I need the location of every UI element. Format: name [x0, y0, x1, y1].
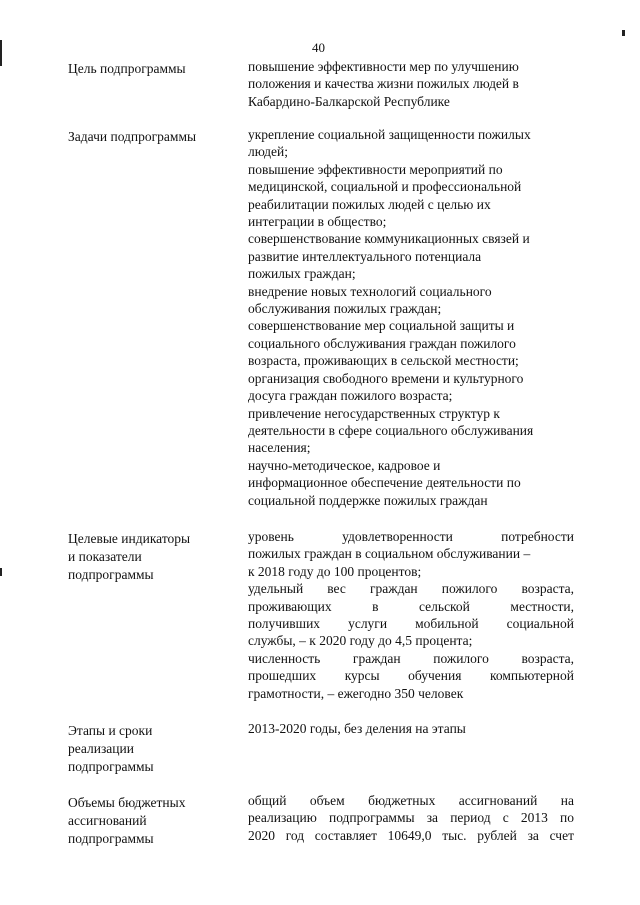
page-number: 40: [312, 40, 325, 55]
value-line: внедрение новых технологий социального: [248, 283, 492, 299]
value-line: обслуживания пожилых граждан;: [248, 301, 442, 317]
value-line: информационное обеспечение деятельности по: [248, 475, 521, 491]
value-line: научно-методическое, кадровое и: [248, 457, 441, 473]
label-line: Объемы бюджетных: [68, 795, 186, 810]
label-line: Целевые индикаторы: [68, 531, 191, 546]
label-line: подпрограммы: [68, 759, 154, 774]
row-value: [248, 792, 574, 844]
row-label: [68, 722, 238, 776]
value-line: населения;: [248, 440, 311, 456]
value-line: численность граждан пожилого возраста,: [248, 650, 574, 666]
value-line: 2013-2020 годы, без деления на этапы: [248, 721, 466, 736]
value-line: общий объем бюджетных ассигнований на: [248, 793, 574, 808]
label-line: Задачи подпрограммы: [68, 129, 197, 144]
value-line: повышение эффективности мер по улучшению: [248, 59, 519, 74]
row-value: [248, 126, 574, 509]
value-line: досуга граждан пожилого возраста;: [248, 388, 453, 404]
label-line: подпрограммы: [68, 567, 154, 582]
value-line: совершенствование мер социальной защиты и: [248, 318, 515, 334]
row-value: [248, 528, 574, 702]
value-line: реабилитации пожилых людей с целью их: [248, 196, 491, 212]
scan-mark-left-mid: [0, 568, 2, 576]
label-line: подпрограммы: [68, 831, 154, 846]
value-line: пожилых граждан в социальном обслуживании –: [248, 546, 531, 562]
value-line: Кабардино-Балкарской Республике: [248, 93, 450, 109]
value-line: укрепление социальной защищенности пожилых: [248, 127, 531, 142]
value-line: людей;: [248, 144, 288, 160]
value-line: возраста, проживающих в сельской местности;: [248, 353, 519, 369]
value-line: 2020 год составляет 10649,0 тыс. рублей за счет: [248, 827, 574, 843]
value-line: службы, – к 2020 году до 4,5 процента;: [248, 633, 473, 649]
value-line: прошедших курсы обучения компьютерной: [248, 668, 574, 684]
row-label: [68, 60, 238, 78]
value-line: к 2018 году до 100 процентов;: [248, 563, 422, 579]
value-line: проживающих в сельской местности,: [248, 598, 574, 614]
label-line: Цель подпрограммы: [68, 61, 186, 76]
value-line: медицинской, социальной и профессиональной: [248, 179, 522, 195]
row-label: [68, 530, 238, 584]
row-label: [68, 794, 238, 848]
row-value: [248, 58, 574, 110]
value-line: привлечение негосударственных структур к: [248, 405, 500, 421]
value-line: удельный вес граждан пожилого возраста,: [248, 581, 574, 597]
value-line: интеграции в общество;: [248, 214, 387, 230]
scan-mark-left-top: [0, 40, 2, 66]
row-label: [68, 128, 238, 146]
value-line: социальной поддержке пожилых граждан: [248, 492, 488, 508]
label-line: и показатели: [68, 549, 142, 564]
value-line: развитие интеллектуального потенциала: [248, 248, 482, 264]
row-value: [248, 720, 574, 737]
value-line: совершенствование коммуникационных связей и: [248, 231, 530, 247]
value-line: деятельности в сфере социального обслуживания: [248, 422, 534, 438]
value-line: получивших услуги мобильной социальной: [248, 616, 574, 632]
value-line: пожилых граждан;: [248, 266, 356, 282]
value-line: уровень удовлетворенности потребности: [248, 529, 574, 544]
scan-mark-right-top: [622, 30, 625, 36]
value-line: положения и качества жизни пожилых людей в: [248, 76, 519, 92]
value-line: грамотности, – ежегодно 350 человек: [248, 685, 464, 701]
label-line: ассигнований: [68, 813, 147, 828]
value-line: социального обслуживания граждан пожилого: [248, 335, 516, 351]
label-line: реализации: [68, 741, 134, 756]
value-line: повышение эффективности мероприятий по: [248, 161, 503, 177]
value-line: организация свободного времени и культурного: [248, 370, 524, 386]
value-line: реализацию подпрограммы за период с 2013 по: [248, 810, 574, 826]
label-line: Этапы и сроки: [68, 723, 153, 738]
